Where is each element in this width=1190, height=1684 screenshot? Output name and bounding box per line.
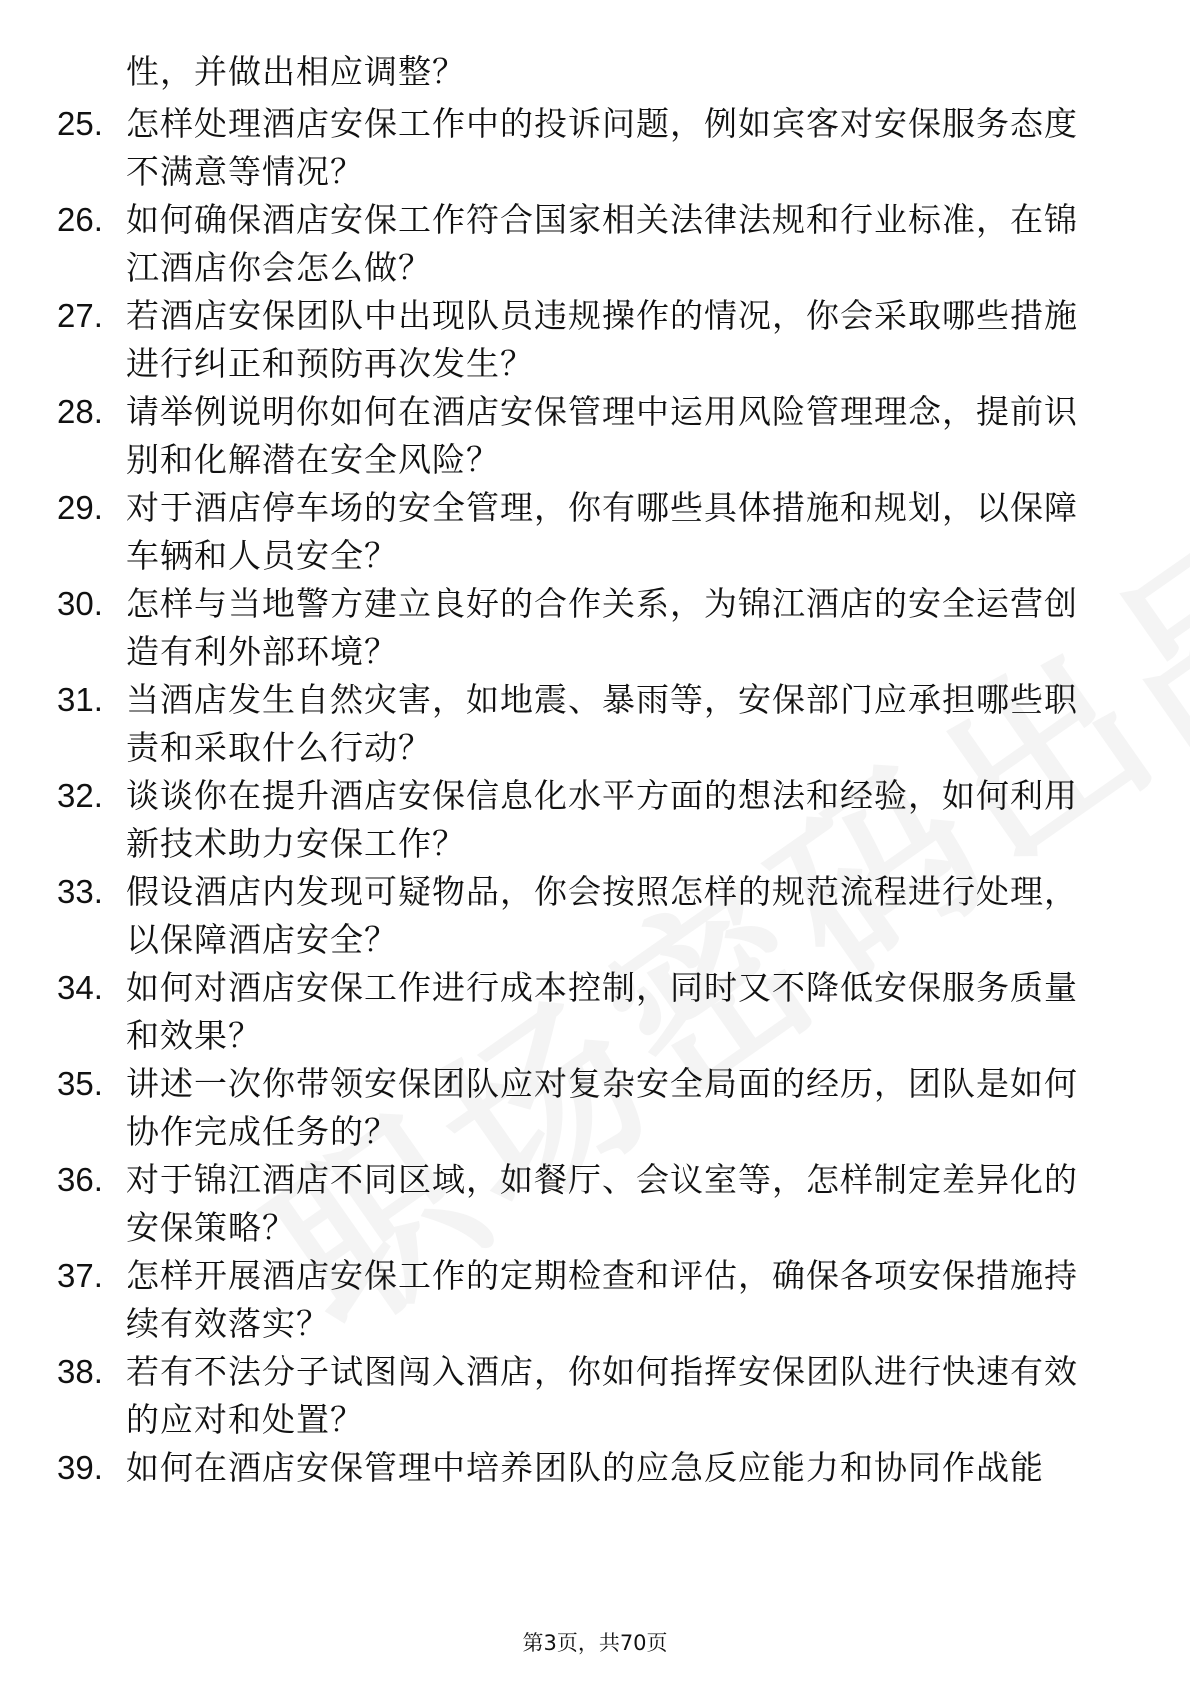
question-text: 对于锦江酒店不同区域，如餐厅、会议室等，怎样制定差异化的 安保策略？	[126, 1160, 1078, 1247]
question-text: 谈谈你在提升酒店安保信息化水平方面的想法和经验，如何利用 新技术助力安保工作？	[126, 776, 1078, 863]
continuation-text: 性，并做出相应调整？	[126, 52, 466, 91]
question-item	[0, 484, 1190, 580]
question-number: 29.	[57, 489, 103, 526]
question-text: 若酒店安保团队中出现队员违规操作的情况，你会采取哪些措施 进行纠正和预防再次发生？	[126, 296, 1078, 383]
question-text: 讲述一次你带领安保团队应对复杂安全局面的经历，团队是如何 协作完成任务的？	[126, 1064, 1078, 1151]
question-number: 32.	[57, 777, 103, 814]
question-number: 28.	[57, 393, 103, 430]
question-text: 若有不法分子试图闯入酒店，你如何指挥安保团队进行快速有效 的应对和处置？	[126, 1352, 1078, 1439]
question-text: 假设酒店内发现可疑物品，你会按照怎样的规范流程进行处理， 以保障酒店安全？	[126, 872, 1078, 959]
question-item	[0, 196, 1190, 292]
question-item	[0, 1348, 1190, 1444]
question-text: 如何对酒店安保工作进行成本控制，同时又不降低安保服务质量 和效果？	[126, 968, 1078, 1055]
question-number: 27.	[57, 297, 103, 334]
question-number: 33.	[57, 873, 103, 910]
question-item	[0, 292, 1190, 388]
page-footer: 第3页，共70页	[522, 1631, 668, 1655]
question-number: 38.	[57, 1353, 103, 1390]
question-text: 对于酒店停车场的安全管理，你有哪些具体措施和规划，以保障 车辆和人员安全？	[126, 488, 1078, 575]
question-number: 35.	[57, 1065, 103, 1102]
question-item	[0, 388, 1190, 484]
question-number: 31.	[57, 681, 103, 718]
question-text: 怎样与当地警方建立良好的合作关系，为锦江酒店的安全运营创 造有利外部环境？	[126, 584, 1078, 671]
question-item	[0, 772, 1190, 868]
question-item	[0, 100, 1190, 196]
question-item	[0, 1156, 1190, 1252]
question-item	[0, 964, 1190, 1060]
question-number: 30.	[57, 585, 103, 622]
question-number: 39.	[57, 1449, 103, 1486]
question-text: 如何确保酒店安保工作符合国家相关法律法规和行业标准，在锦 江酒店你会怎么做？	[126, 200, 1078, 287]
question-item	[0, 676, 1190, 772]
question-number: 26.	[57, 201, 103, 238]
question-number: 34.	[57, 969, 103, 1006]
question-number: 25.	[57, 105, 103, 142]
question-text: 怎样处理酒店安保工作中的投诉问题，例如宾客对安保服务态度 不满意等情况？	[126, 104, 1078, 191]
question-number: 37.	[57, 1257, 103, 1294]
question-item	[0, 1444, 1190, 1540]
question-text: 当酒店发生自然灾害，如地震、暴雨等，安保部门应承担哪些职 责和采取什么行动？	[126, 680, 1078, 767]
question-item	[0, 1252, 1190, 1348]
question-number: 36.	[57, 1161, 103, 1198]
question-text: 请举例说明你如何在酒店安保管理中运用风险管理理念，提前识 别和化解潜在安全风险？	[126, 392, 1078, 479]
question-item	[0, 580, 1190, 676]
question-text: 如何在酒店安保管理中培养团队的应急反应能力和协同作战能	[126, 1448, 1044, 1487]
question-item	[0, 1060, 1190, 1156]
question-text: 怎样开展酒店安保工作的定期检查和评估，确保各项安保措施持 续有效落实？	[126, 1256, 1078, 1343]
question-item	[0, 868, 1190, 964]
